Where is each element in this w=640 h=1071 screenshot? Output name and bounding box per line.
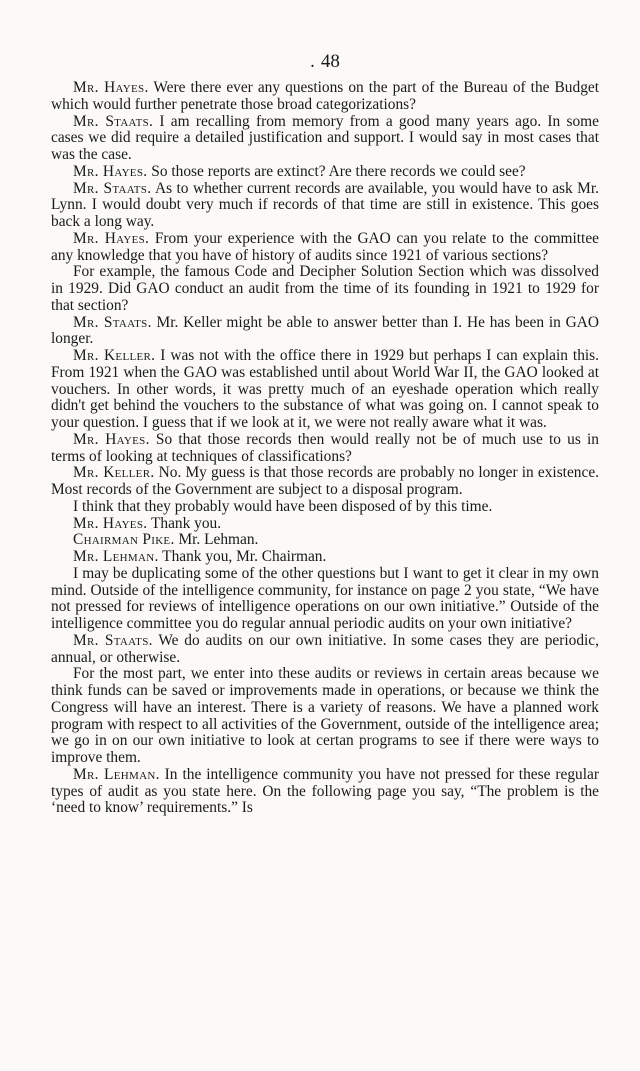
paragraph	[51, 516, 599, 533]
paragraph	[51, 315, 599, 349]
speaker-name: Mr. Staats.	[73, 313, 152, 331]
paragraph	[51, 264, 599, 314]
paragraph-text: I am recalling from memory from a good many years ago. In some cases we did require a detailed justification and support. I would say in most cases that was the case.	[51, 112, 599, 163]
paragraph-text: Mr. Lehman.	[174, 531, 259, 549]
speaker-name: Mr. Hayes.	[73, 514, 148, 532]
speaker-name: Chairman Pike.	[73, 531, 175, 549]
paragraph-text: I was not with the office there in 1929 but perhaps I can explain this. From 1921 when the GAO was established until about World War II, the GAO looked at vouchers. In other words, it was pretty much of an eyeshade operation which really didn't get behind the vouchers to the substance of what was going on. I cannot speak to your question. I guess that if we look at it, we were not really aware what it was.	[51, 347, 599, 431]
speaker-name: Mr. Hayes.	[73, 79, 149, 96]
page-number	[51, 48, 599, 76]
speaker-name: Mr. Hayes.	[73, 162, 148, 180]
paragraph	[51, 231, 599, 265]
speaker-name: Mr. Staats.	[73, 179, 152, 197]
transcript-body	[51, 80, 599, 817]
paragraph-text: In the intelligence community you have not pressed for these regular types of audit as you state here. On the following page you say, “The problem is the ‘need to know’ requirements.” Is	[51, 765, 599, 817]
paragraph	[51, 767, 599, 817]
paragraph-text: For example, the famous Code and Decipher Solution Section which was dissolved in 1929. Did GAO conduct an audit from the time of its founding in 1921 to 1929 for that section?	[51, 263, 599, 314]
paragraph	[51, 80, 599, 114]
paragraph-text: From your experience with the GAO can you relate to the committee any knowledge that you have of history of audits since 1921 of various sections?	[51, 229, 599, 264]
paragraph-text: I may be duplicating some of the other questions but I want to get it clear in my own mind. Outside of the intelligence community, for instance on page 2 you state, “We have not pressed for reviews of intelligence operations on our own initiative.” Outside of the intelligence committee you do regular annual periodic audits on your own initiative?	[51, 564, 599, 632]
paragraph-text: Were there ever any questions on the part of the Bureau of the Budget which would further penetrate those broad categorizations?	[51, 79, 599, 113]
speaker-name: Mr. Lehman.	[73, 548, 159, 565]
document-page	[51, 0, 599, 817]
page-number-dot: .	[310, 51, 315, 72]
speaker-name: Mr. Lehman.	[73, 765, 160, 783]
paragraph-text: No. My guess is that those records are probably no longer in existence. Most records of the Government are subject to a disposal program.	[51, 464, 599, 498]
speaker-name: Mr. Staats.	[73, 112, 154, 130]
paragraph	[51, 666, 599, 767]
paragraph-text: We do audits on our own initiative. In some cases they are periodic, annual, or otherwise.	[51, 631, 599, 666]
paragraph-text: As to whether current records are available, you would have to ask Mr. Lynn. I would doubt very much if records of that time are still in existence. This goes back a long way.	[51, 179, 599, 230]
paragraph-text: Thank you, Mr. Chairman.	[158, 548, 327, 565]
paragraph	[51, 164, 599, 181]
paragraph	[51, 465, 599, 499]
paragraph-text: So those reports are extinct? Are there records we could see?	[147, 162, 526, 180]
paragraph	[51, 532, 599, 549]
speaker-name: Mr. Staats.	[73, 631, 153, 649]
paragraph	[51, 549, 599, 566]
paragraph-text: So that those records then would really not be of much use to us in terms of looking at techniques of classifications?	[51, 430, 599, 465]
paragraph	[51, 566, 599, 633]
paragraph	[51, 432, 599, 466]
page-number-value: 48	[320, 51, 340, 72]
speaker-name: Mr. Keller.	[73, 347, 156, 364]
paragraph	[51, 181, 599, 231]
paragraph	[51, 348, 599, 432]
speaker-name: Mr. Hayes.	[73, 430, 150, 448]
paragraph-text: Thank you.	[147, 514, 222, 532]
speaker-name: Mr. Hayes.	[73, 229, 150, 247]
speaker-name: Mr. Keller.	[73, 464, 155, 482]
paragraph-text: Mr. Keller might be able to answer better than I. He has been in GAO longer.	[51, 313, 599, 348]
paragraph-text: For the most part, we enter into these audits or reviews in certain areas because we think funds can be saved or improvements made in operations, or because we think the Congress will have an interest. There is a variety of reasons. We have a planned work program with respect to all activities of the Government, outside of the intelligence area; we go in on our own initiative to look at certan programs to see if there were ways to improve them.	[51, 665, 599, 766]
paragraph	[51, 114, 599, 164]
paragraph-text: I think that they probably would have been disposed of by this time.	[73, 497, 493, 515]
paragraph	[51, 633, 599, 667]
paragraph	[51, 499, 599, 516]
